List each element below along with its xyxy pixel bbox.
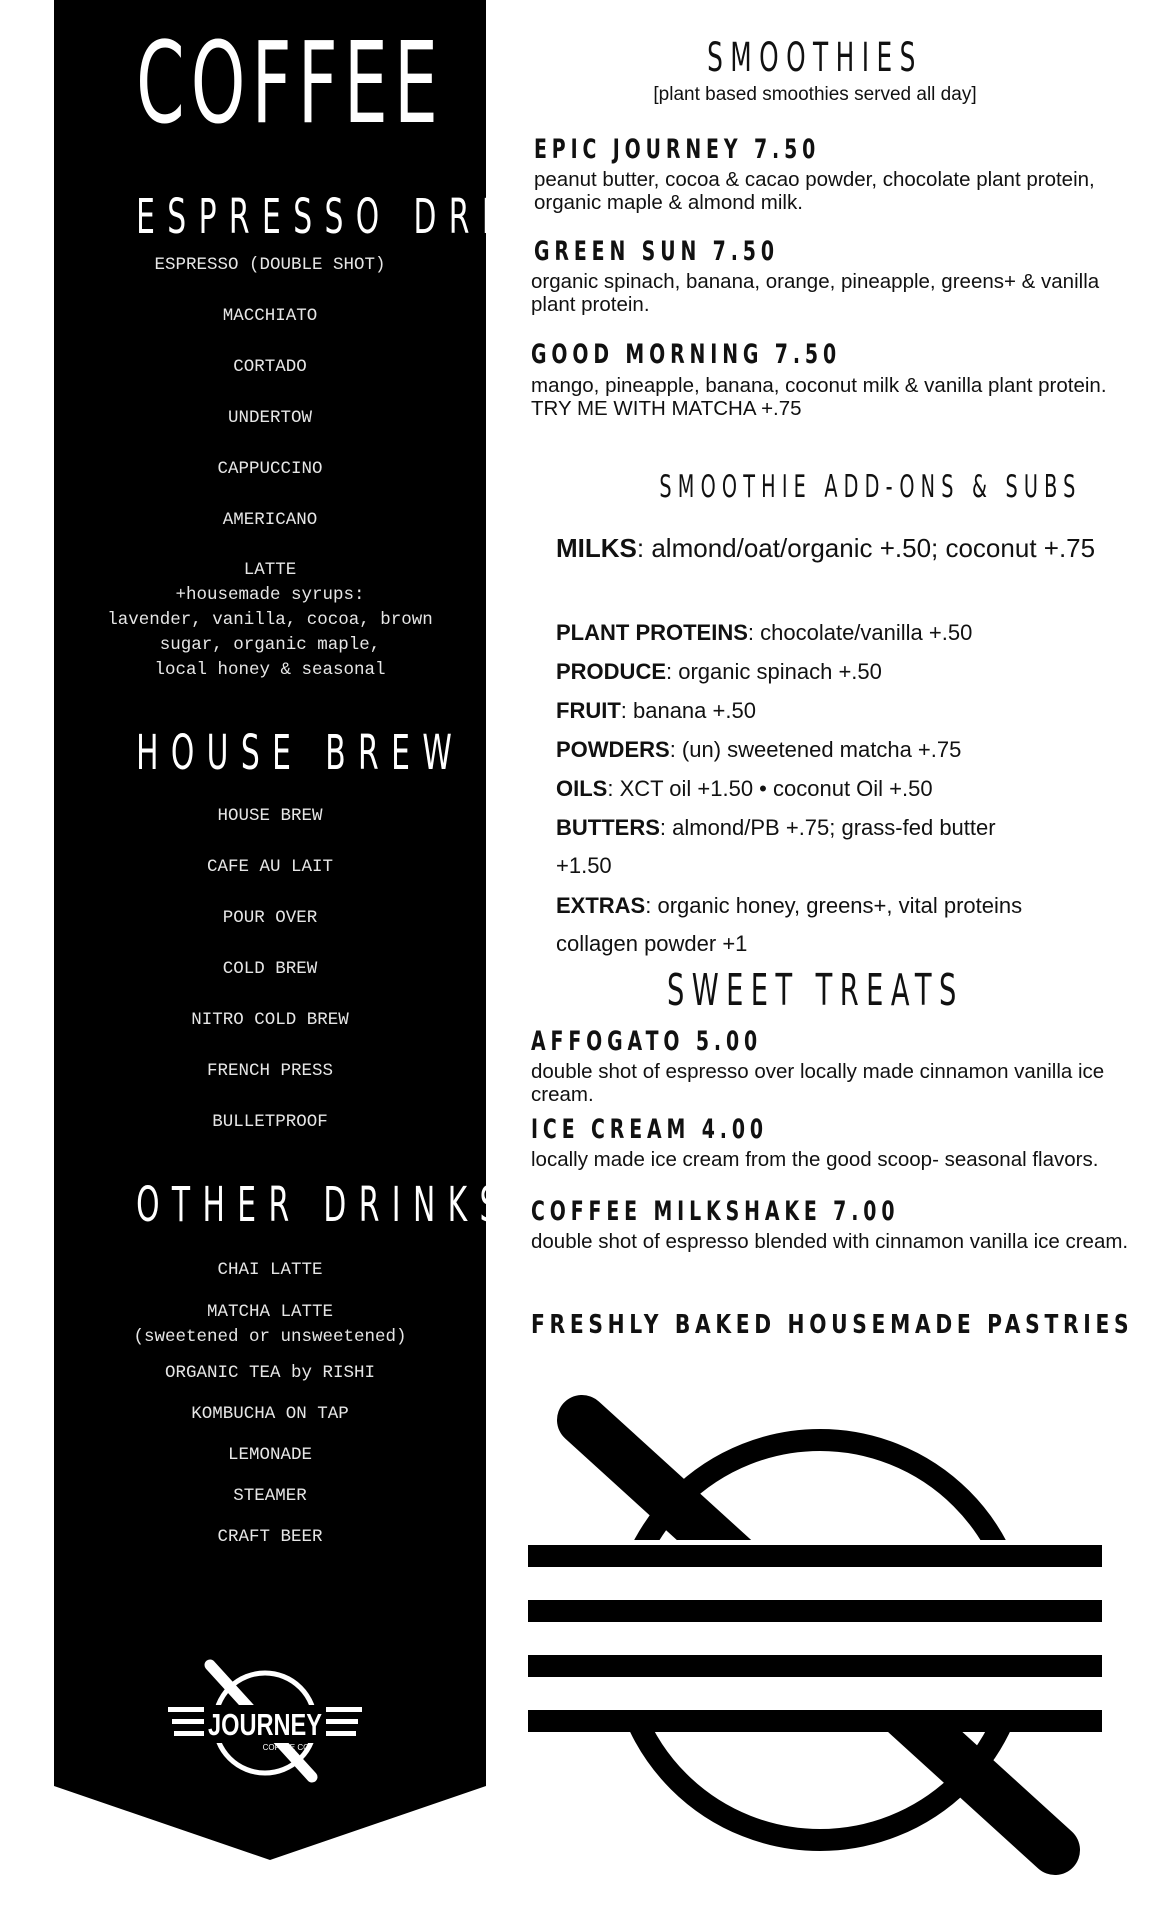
addon-row	[556, 692, 1116, 730]
house-brew-item: BULLETPROOF	[212, 1112, 328, 1132]
addon-row	[556, 809, 1046, 885]
house-brew-item: HOUSE BREW	[217, 806, 323, 826]
addon-row	[556, 731, 1116, 769]
addon-label: OILS	[556, 776, 608, 801]
journey-logo-large	[520, 1380, 1120, 1890]
treat-name: AFFOGATO 5.00	[531, 1026, 763, 1057]
logo-sub: COFFEE CO	[262, 1743, 310, 1752]
house-brew-item: POUR OVER	[222, 908, 318, 928]
addon-text: : organic honey, greens+, vital proteins collagen powder +1	[556, 893, 1023, 956]
addon-text: : organic spinach +.50	[666, 659, 882, 684]
addon-label: FRUIT	[556, 698, 621, 723]
addon-row	[556, 614, 1116, 652]
addon-label: PLANT PROTEINS	[556, 620, 748, 645]
espresso-item: UNDERTOW	[227, 408, 312, 428]
addon-text: : XCT oil +1.50 • coconut Oil +.50	[607, 776, 933, 801]
addon-label: EXTRAS	[556, 893, 646, 918]
treat-description: double shot of espresso over locally made cinnamon vanilla ice cream.	[531, 1060, 1105, 1106]
espresso-item: MACCHIATO	[222, 306, 318, 326]
house-brew-item: NITRO COLD BREW	[191, 1010, 349, 1030]
addon-row-milks	[556, 526, 1096, 570]
other-drink-item: LEMONADE	[227, 1445, 312, 1465]
other-drink-item: ORGANIC TEA by RISHI	[164, 1363, 376, 1383]
addon-row	[556, 653, 1116, 691]
espresso-item: AMERICANO	[222, 510, 318, 530]
other-drink-item: MATCHA LATTE (sweetened or unsweetened)	[133, 1302, 407, 1347]
treat-description: locally made ice cream from the good scoop- seasonal flavors.	[531, 1148, 1099, 1171]
other-drink-item: CRAFT BEER	[217, 1527, 323, 1547]
addons-heading: SMOOTHIE ADD-ONS & SUBS	[659, 469, 1082, 505]
coffee-title: COFFEE	[136, 19, 445, 149]
smoothies-heading-wrap	[530, 35, 1100, 81]
smoothie-name: GOOD MORNING 7.50	[531, 339, 842, 370]
treats-heading-wrap	[530, 965, 1100, 1016]
addon-text: : almond/PB +.75; grass-fed butter +1.50	[556, 815, 996, 878]
addon-text: : almond/oat/organic +.50; coconut +.75	[636, 533, 1096, 563]
addon-text: : banana +.50	[620, 698, 756, 723]
latte-item: LATTE +housemade syrups: lavender, vanilla, cocoa, brown sugar, organic maple, local honey & seasonal	[107, 560, 433, 680]
smoothie-description: mango, pineapple, banana, coconut milk & vanilla plant protein. TRY ME WITH MATCHA +.75	[531, 374, 1107, 420]
house-brew-heading: HOUSE BREW	[136, 725, 465, 781]
addon-text: : chocolate/vanilla +.50	[747, 620, 973, 645]
treat-name: ICE CREAM 4.00	[531, 1114, 768, 1145]
addon-label: MILKS	[556, 533, 637, 563]
addon-label: PRODUCE	[556, 659, 667, 684]
espresso-item: CAPPUCCINO	[217, 459, 323, 479]
house-brew-item: CAFE AU LAIT	[206, 857, 334, 877]
addon-label: BUTTERS	[556, 815, 660, 840]
addon-text: : (un) sweetened matcha +.75	[669, 737, 962, 762]
smoothie-description: organic spinach, banana, orange, pineapple, greens+ & vanilla plant protein.	[531, 270, 1100, 316]
treat-name: COFFEE MILKSHAKE 7.00	[531, 1196, 900, 1227]
addon-row	[556, 770, 1116, 808]
house-brew-item: FRENCH PRESS	[206, 1061, 334, 1081]
smoothie-name: EPIC JOURNEY 7.50	[534, 134, 821, 165]
addons-heading-wrap	[530, 469, 1100, 505]
espresso-item: CORTADO	[233, 357, 307, 377]
espresso-item: ESPRESSO (DOUBLE SHOT)	[154, 255, 386, 275]
house-brew-item: COLD BREW	[222, 959, 318, 979]
sweet-treats-heading: SWEET TREATS	[666, 965, 964, 1016]
smoothie-description: peanut butter, cocoa & cacao powder, chocolate plant protein, organic maple & almond milk.	[534, 168, 1095, 214]
treat-description: double shot of espresso blended with cinnamon vanilla ice cream.	[531, 1230, 1129, 1253]
other-drink-item: STEAMER	[233, 1486, 307, 1506]
other-drinks-heading: OTHER DRINKS	[136, 1177, 511, 1233]
other-drink-item: KOMBUCHA ON TAP	[191, 1404, 349, 1424]
addon-label: POWDERS	[556, 737, 670, 762]
smoothie-name: GREEN SUN 7.50	[534, 236, 779, 267]
logo-name: JOURNEY	[208, 1707, 323, 1742]
pastries-line: FRESHLY BAKED HOUSEMADE PASTRIES	[531, 1310, 1134, 1340]
espresso-drinks-heading: ESPRESSO DRINKS	[136, 189, 601, 245]
smoothies-heading: SMOOTHIES	[707, 35, 923, 81]
addon-row	[556, 887, 1096, 963]
other-drink-item: CHAI LATTE	[217, 1260, 323, 1280]
smoothies-subheading: [plant based smoothies served all day]	[653, 84, 977, 105]
journey-logo-small	[160, 1655, 370, 1787]
